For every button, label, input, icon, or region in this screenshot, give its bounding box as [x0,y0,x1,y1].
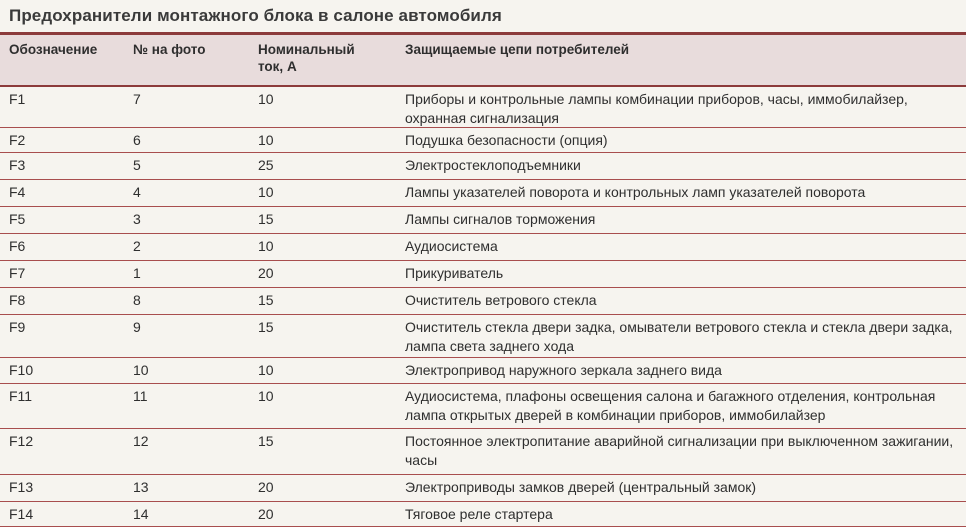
cell-current: 10 [258,184,274,200]
cell-designation: F8 [9,292,26,308]
cell-photo-no: 10 [133,362,149,378]
cell-current: 20 [258,479,274,495]
cell-designation: F12 [9,433,34,449]
cell-photo-no: 1 [133,265,141,281]
page-title: Предохранители монтажного блока в салоне автомобиля [9,6,502,25]
cell-circuits: Подушка безопасности (опция) [405,132,608,148]
cell-circuits: Лампы сигналов торможения [405,211,596,227]
cell-current: 10 [258,132,274,148]
cell-circuits: Тяговое реле стартера [405,506,553,522]
cell-photo-no: 13 [133,479,149,495]
cell-current: 10 [258,238,274,254]
cell-photo-no: 12 [133,433,149,449]
cell-circuits: Приборы и контрольные лампы комбинации приборов, часы, иммобилайзер, охранная сигнализация [405,91,908,126]
table-row [0,475,966,502]
cell-circuits: Лампы указателей поворота и контрольных ламп указателей поворота [405,184,866,200]
cell-current: 20 [258,265,274,281]
cell-current: 20 [258,506,274,522]
cell-designation: F1 [9,91,26,107]
cell-designation: F9 [9,319,26,335]
cell-current: 10 [258,362,274,378]
cell-circuits: Аудиосистема, плафоны освещения салона и багажного отделения, контрольная лампа открытых дверей в комбинации приборов, иммобилайзер [405,388,936,423]
cell-designation: F4 [9,184,26,200]
header-current [258,41,355,75]
cell-designation: F6 [9,238,26,254]
cell-designation: F14 [9,506,34,522]
cell-circuits: Электростеклоподъемники [405,157,581,173]
cell-designation: F5 [9,211,26,227]
cell-current: 15 [258,292,274,308]
table-row [0,87,966,128]
fuse-table [0,35,966,527]
table-row [0,128,966,153]
table-header [0,35,966,87]
cell-circuits: Очиститель стекла двери задка, омыватели ветрового стекла и стекла двери задка, лампа света заднего хода [405,319,953,354]
cell-circuits: Очиститель ветрового стекла [405,292,597,308]
table-row [0,207,966,234]
cell-photo-no: 2 [133,238,141,254]
cell-designation: F11 [9,388,33,404]
cell-current: 10 [258,388,274,404]
cell-photo-no: 6 [133,132,141,148]
cell-circuits: Электроприводы замков дверей (центральный замок) [405,479,757,495]
cell-current: 15 [258,319,274,335]
cell-photo-no: 3 [133,211,141,227]
cell-circuits: Электропривод наружного зеркала заднего вида [405,362,722,378]
table-row [0,234,966,261]
table-row [0,502,966,527]
cell-photo-no: 4 [133,184,141,200]
cell-current: 15 [258,433,274,449]
cell-current: 15 [258,211,274,227]
table-body [0,87,966,527]
header-circuits: Защищаемые цепи потребителей [405,42,630,57]
cell-current: 10 [258,91,274,107]
cell-photo-no: 9 [133,319,141,335]
cell-photo-no: 11 [133,388,148,404]
cell-designation: F10 [9,362,34,378]
header-designation: Обозначение [9,42,98,57]
cell-designation: F3 [9,157,26,173]
cell-circuits: Прикуриватель [405,265,504,281]
cell-photo-no: 7 [133,91,141,107]
table-row [0,261,966,288]
cell-photo-no: 5 [133,157,141,173]
table-row [0,180,966,207]
table-row [0,429,966,475]
cell-designation: F13 [9,479,34,495]
header-photo-no: № на фото [133,42,206,57]
table-row [0,358,966,384]
header-current-line1: Номинальный [258,42,355,57]
cell-designation: F2 [9,132,26,148]
table-row [0,153,966,180]
cell-designation: F7 [9,265,26,281]
cell-circuits: Постоянное электропитание аварийной сигнализации при выключенном зажигании, часы [405,433,954,468]
table-row [0,384,966,429]
cell-current: 25 [258,157,274,173]
cell-photo-no: 8 [133,292,141,308]
cell-circuits: Аудиосистема [405,238,498,254]
cell-photo-no: 14 [133,506,149,522]
table-row [0,288,966,315]
table-row [0,315,966,358]
header-current-line2: ток, А [258,59,297,74]
